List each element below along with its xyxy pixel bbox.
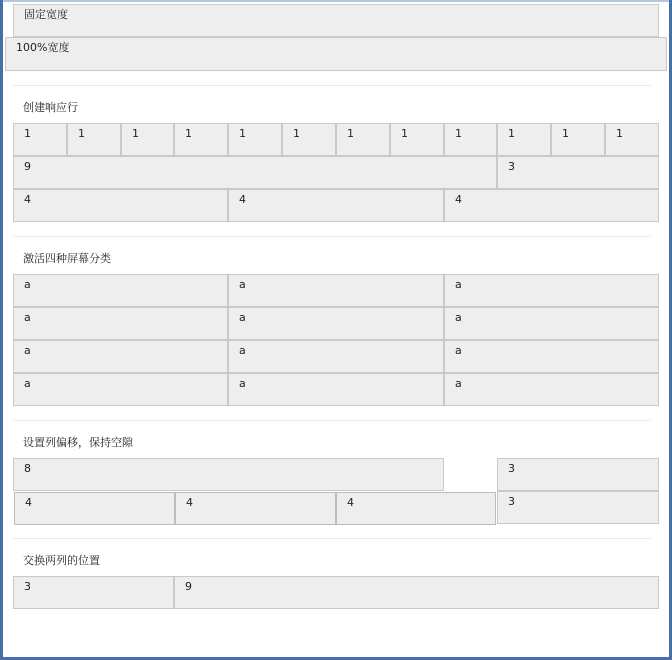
section-divider: [13, 420, 651, 421]
grid-cell: 1: [67, 123, 121, 156]
grid-cell: 4: [14, 492, 175, 525]
section-title-swap: 交换两列的位置: [23, 554, 100, 567]
grid-cell: 4: [13, 189, 228, 222]
section-title-four-screens: 激活四种屏幕分类: [23, 252, 111, 265]
section-divider: [13, 236, 651, 237]
grid-cell: 4: [175, 492, 336, 525]
full-width-label: 100%宽度: [16, 41, 70, 54]
grid-cell: 3: [497, 491, 659, 524]
grid-cell: a: [13, 373, 228, 406]
grid-cell: 4: [336, 492, 496, 525]
grid-cell: 8: [13, 458, 444, 491]
grid-cell: 9: [13, 156, 497, 189]
grid-cell: 1: [390, 123, 444, 156]
grid-cell: 4: [444, 189, 659, 222]
grid-cell: 1: [551, 123, 605, 156]
grid-cell: 1: [497, 123, 551, 156]
grid-cell: a: [228, 274, 444, 307]
grid-cell: a: [228, 373, 444, 406]
grid-cell: a: [228, 340, 444, 373]
grid-cell: a: [444, 340, 659, 373]
grid-cell: a: [444, 373, 659, 406]
grid-cell: a: [228, 307, 444, 340]
grid-cell: 3: [13, 576, 174, 609]
grid-cell: a: [444, 274, 659, 307]
page-content: [3, 2, 669, 657]
fixed-width-label: 固定宽度: [24, 8, 68, 21]
section-divider: [13, 85, 651, 86]
grid-cell: 3: [497, 458, 659, 491]
grid-cell: 1: [174, 123, 228, 156]
fixed-width-container: [13, 4, 659, 37]
grid-cell: 3: [497, 156, 659, 189]
grid-cell: a: [13, 274, 228, 307]
grid-cell: 1: [444, 123, 497, 156]
grid-cell: 1: [336, 123, 390, 156]
grid-cell: 1: [13, 123, 67, 156]
grid-cell: 1: [282, 123, 336, 156]
grid-cell: 4: [228, 189, 444, 222]
section-divider: [13, 538, 651, 539]
grid-cell: a: [13, 307, 228, 340]
grid-cell: a: [13, 340, 228, 373]
grid-cell: 1: [121, 123, 174, 156]
full-width-container: [5, 37, 667, 71]
grid-cell: 1: [228, 123, 282, 156]
section-title-offset: 设置列偏移，保持空隙: [23, 436, 133, 449]
grid-cell: 9: [174, 576, 659, 609]
grid-cell: a: [444, 307, 659, 340]
section-title-responsive: 创建响应行: [23, 101, 78, 114]
grid-cell: 1: [605, 123, 659, 156]
